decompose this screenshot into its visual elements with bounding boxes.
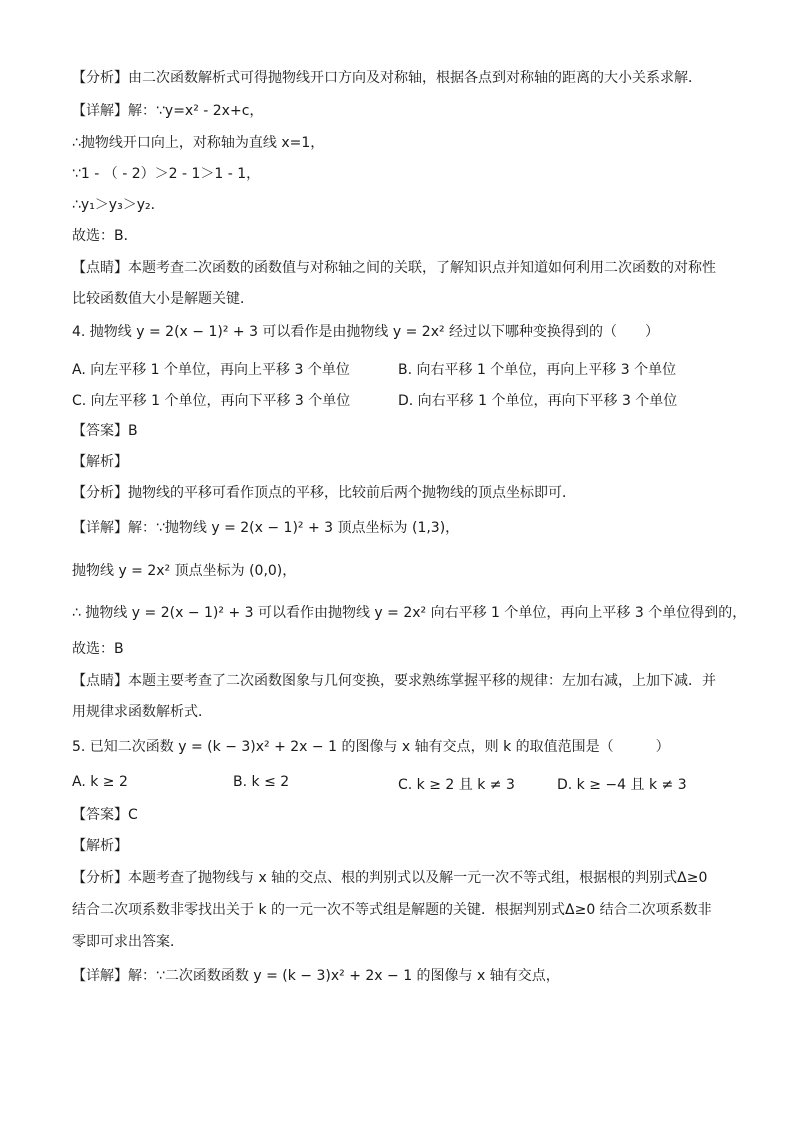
option-a: A. k ≥ 2 [72,774,128,790]
solution-line: ∴y₁＞y₃＞y₂． [72,197,165,213]
comment-line: 【点睛】本题主要考查了二次函数图象与几何变换，要求熟练掌握平移的规律：左加右减，上加下减．并 [72,673,716,689]
option-c: C. 向左平移 1 个单位，再向下平移 3 个单位 [72,393,351,409]
option-d: D. k ≥ −4 且 k ≠ 3 [557,777,687,793]
analysis-line: 【分析】抛物线的平移可看作顶点的平移，比较前后两个抛物线的顶点坐标即可． [72,485,576,501]
question-4: 4. 抛物线 y = 2(x − 1)² + 3 可以看作是由抛物线 y = 2x² 经过以下哪种变换得到的（ ） [72,324,660,340]
analysis-line: 结合二次项系数非零找出关于 k 的一元一次不等式组是解题的关键．根据判别式Δ≥0 结合二次项系数非 [72,902,712,918]
solution-line: 【详解】解：∵二次函数函数 y = (k − 3)x² + 2x − 1 的图像与 x 轴有交点， [72,968,560,984]
analysis-line: 零即可求出答案． [72,934,184,950]
solution-line: 【详解】解：∵y=x² - 2x+c， [72,103,264,119]
option-d: D. 向右平移 1 个单位，再向下平移 3 个单位 [398,393,678,409]
choice-line: 故选：B． [72,228,138,244]
solution-line: ∴ 抛物线 y = 2(x − 1)² + 3 可以看作由抛物线 y = 2x² 向右平移 1 个单位，再向上平移 3 个单位得到的， [72,605,747,621]
solution-line: ∵1 - （ - 2）＞2 - 1＞1 - 1， [72,166,261,182]
option-b: B. 向右平移 1 个单位，再向上平移 3 个单位 [398,362,677,378]
question-5: 5. 已知二次函数 y = (k − 3)x² + 2x − 1 的图像与 x 轴有交点，则 k 的取值范围是（ ） [72,739,670,755]
option-b: B. k ≤ 2 [233,774,290,790]
comment-line: 比较函数值大小是解题关键． [72,291,254,307]
answer-line: 【答案】B [72,423,138,439]
analysis-line: 【分析】由二次函数解析式可得抛物线开口方向及对称轴，根据各点到对称轴的距离的大小关系求解． [72,70,702,86]
explanation-heading: 【解析】 [72,838,128,854]
analysis-line: 【分析】本题考查了抛物线与 x 轴的交点、根的判别式以及解一元一次不等式组，根据根的判别式Δ≥0 [72,870,708,886]
comment-line: 用规律求函数解析式． [72,704,212,720]
choice-line: 故选：B [72,641,124,657]
solution-line: ∴抛物线开口向上，对称轴为直线 x=1， [72,135,325,151]
option-c: C. k ≥ 2 且 k ≠ 3 [398,777,515,793]
explanation-heading: 【解析】 [72,454,128,470]
comment-line: 【点睛】本题考查二次函数的函数值与对称轴之间的关联，了解知识点并知道如何利用二次函数的对称性 [72,260,716,276]
solution-line: 抛物线 y = 2x² 顶点坐标为 (0,0)， [72,563,297,579]
solution-line: 【详解】解：∵抛物线 y = 2(x − 1)² + 3 顶点坐标为 (1,3)， [72,520,460,536]
answer-line: 【答案】C [72,807,138,823]
option-a: A. 向左平移 1 个单位，再向上平移 3 个单位 [72,362,350,378]
